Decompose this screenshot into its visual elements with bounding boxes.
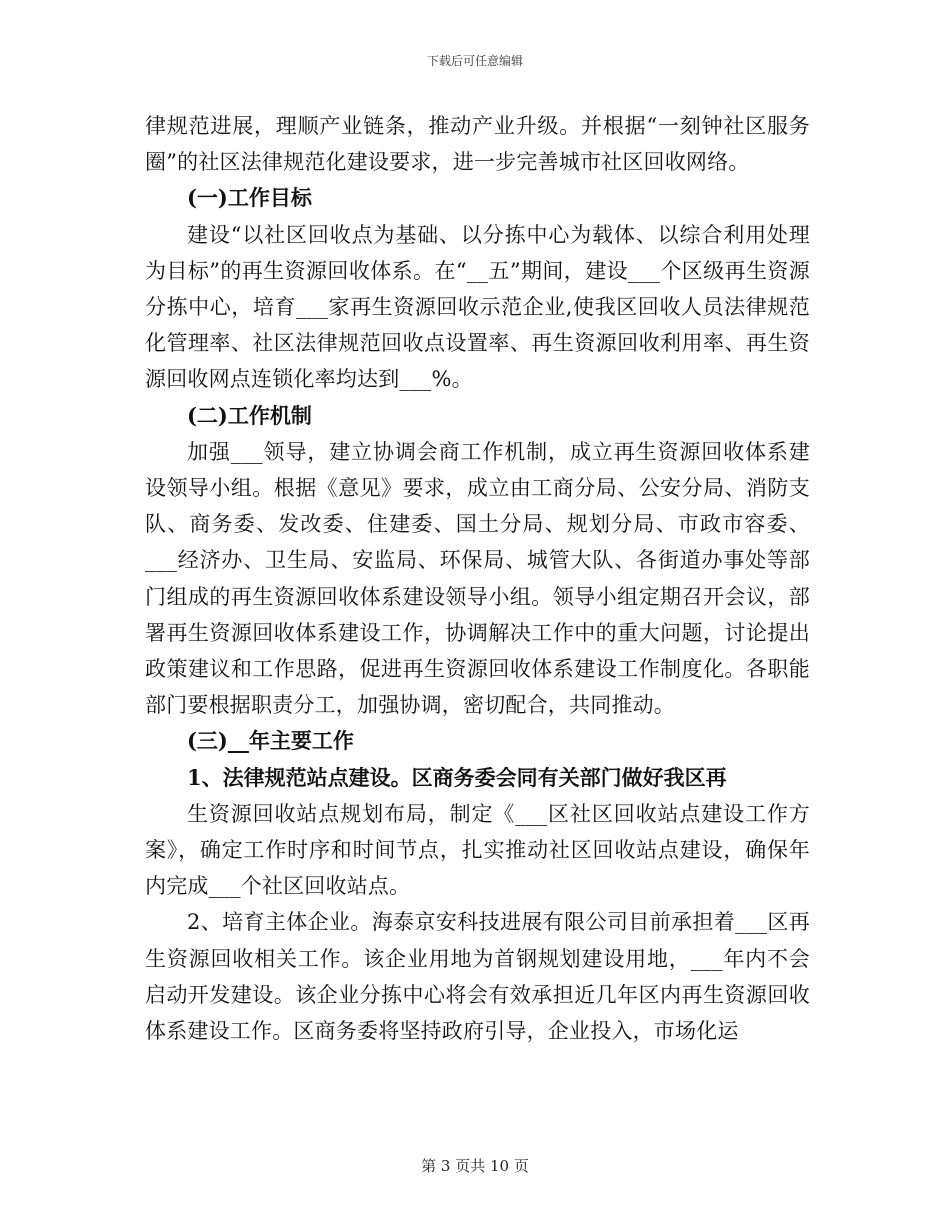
- section-heading-main-work: (三)__年主要工作: [187, 728, 354, 754]
- section-heading-goals: (一)工作目标: [187, 185, 312, 211]
- page-footer: 第 3 页共 10 页: [421, 1157, 529, 1175]
- paragraph-mechanism: 加强___领导，建立协调会商工作机制，成立再生资源回收体系建设领导小组。根据《意见》要求，成立由工商分局、公安分局、消防支队、商务委、发改委、住建委、国土分局、规划分局、市政市容委、___经济办、卫生局、安监局、环保局、城管大队、各街道办事处等部门组成的再生资源回收体系建设领导小组。领导小组定期召开会议，部署再生资源回收体系建设工作，协调解决工作中的重大问题，讨论提出政策建议和工作思路，促进再生资源回收体系建设工作制度化。各职能部门要根据职责分工，加强协调，密切配合，共同推动。: [145, 439, 810, 718]
- section-heading-mechanism: (二)工作机制: [187, 402, 312, 428]
- paragraph-site-construction: 生资源回收站点规划布局，制定《___区社区回收站点建设工作方案》，确定工作时序和时间节点，扎实推动社区回收站点建设，确保年内完成___个社区回收站点。: [145, 801, 810, 899]
- paragraph-intro: 律规范进展，理顺产业链条，推动产业升级。并根据“一刻钟社区服务圈”的社区法律规范化建设要求，进一步完善城市社区回收网络。: [145, 114, 810, 175]
- document-body: [145, 108, 810, 1049]
- subsection-heading-site-construction: 1、法律规范站点建设。区商务委会同有关部门做好我区再: [187, 764, 727, 790]
- paragraph-goals: 建设“以社区回收点为基础、以分拣中心为载体、以综合利用处理为目标”的再生资源回收体系。在“__五”期间，建设___个区级再生资源分拣中心，培育___家再生资源回收示范企业,使我区回收人员法律规范化管理率、社区法律规范回收点设置率、再生资源回收利用率、再生资源回收网点连锁化率均达到___%。: [145, 222, 810, 392]
- paragraph-enterprise: 2、培育主体企业。海泰京安科技进展有限公司目前承担着___区再生资源回收相关工作。该企业用地为首钢规划建设用地，___年内不会启动开发建设。该企业分拣中心将会有效承担近几年区内再生资源回收体系建设工作。区商务委将坚持政府引导，企业投入，市场化运: [145, 910, 810, 1044]
- page-header: 下载后可任意编辑: [426, 54, 523, 68]
